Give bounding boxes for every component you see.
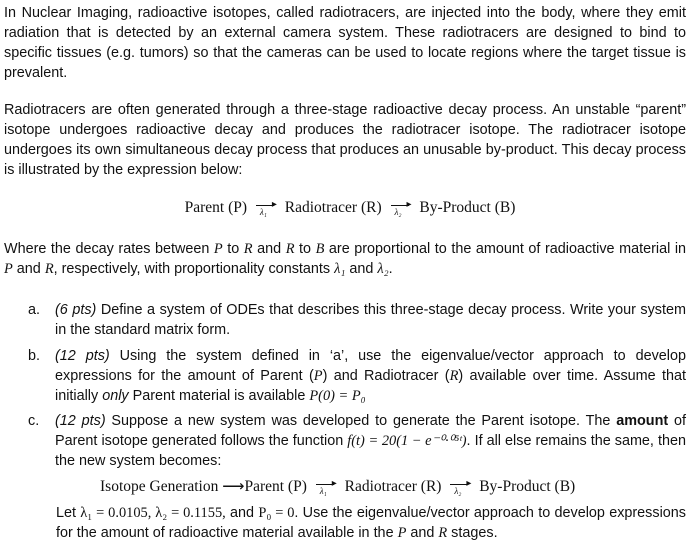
- radiotracer-label: Radiotracer (R): [284, 199, 382, 216]
- math-R: R: [243, 241, 253, 257]
- radiotracer-label: Radiotracer (R): [344, 478, 442, 495]
- math-R: R: [438, 525, 448, 541]
- text-run: Define a system of ODEs that describes this three-stage decay process. Write your system in the standard matrix form.: [55, 302, 686, 338]
- math-P: P: [213, 241, 223, 257]
- text-run: Parent material is available: [128, 388, 310, 404]
- text-run: Let: [56, 505, 81, 521]
- emphasis-amount: amount: [616, 413, 669, 429]
- generation-chain-equation: [100, 477, 620, 496]
- decay-rate-paragraph: [4, 239, 686, 279]
- question-marker: a.: [28, 302, 41, 318]
- math-R: R: [285, 241, 295, 257]
- question-marker: c.: [28, 413, 40, 429]
- text-run: are proportional to the amount of radioactive material in: [324, 241, 687, 257]
- math-lambda1: λ₁: [334, 261, 346, 277]
- lambda2-label: λ₂: [394, 207, 402, 218]
- math-R: R: [449, 368, 459, 384]
- lambda1-label: λ₁: [259, 207, 267, 218]
- byproduct-label: By-Product (B): [419, 199, 516, 216]
- math-lambda2: λ₂: [377, 261, 389, 277]
- text-run: .: [388, 261, 393, 277]
- text-run: . Use the eigenvalue/vector approach to develop expressions for the amount of radioactive material available in the: [56, 505, 686, 541]
- initial-condition: P(0) = P₀: [309, 388, 366, 404]
- math-P: P: [313, 368, 323, 384]
- question-c: [28, 411, 686, 471]
- text-run: ) available over time. Assume that initially: [55, 368, 686, 404]
- intro-paragraph: In Nuclear Imaging, radioactive isotopes, called radiotracers, are injected into the body, where they emit radiation that is detected by an external camera system. These radiotracers are designed to bind to specific tissues (e.g. tumors) so that the cameras can be used to locate regions where the target tissue is prevalent.: [4, 5, 686, 81]
- text-run: Where the decay rates between: [4, 241, 214, 257]
- decay-arrow-1: ▸ λ₁: [255, 199, 277, 217]
- text-run: to: [222, 241, 244, 257]
- math-P: P: [4, 261, 13, 277]
- decay-arrow-1: ▸ λ₁: [315, 478, 337, 496]
- math-R: R: [44, 261, 54, 277]
- decay-chain-equation: [0, 199, 700, 217]
- decay-description-paragraph: Radiotracers are often generated through a three-stage radioactive decay process. An unstable “parent” isotope undergoes radioactive decay and produces the radiotracer isotope. The radiotracer isotope undergoes its own simultaneous decay process that produces an unusable by-product. This decay process is illustrated by the expression below:: [4, 102, 686, 178]
- question-a: [28, 300, 686, 340]
- text-run: and: [406, 525, 439, 541]
- generation-label: Isotope Generation ⟶Parent (P): [100, 478, 307, 495]
- lambda2-label: λ₂: [454, 486, 462, 497]
- parameter-values: λ₁ = 0.0105, λ₂ = 0.1155,: [80, 505, 226, 521]
- text-run: and: [12, 261, 45, 277]
- points-label: (6 pts): [55, 302, 97, 318]
- question-c-parameters: [56, 503, 686, 543]
- initial-condition: P₀ = 0: [258, 505, 295, 521]
- parent-label: Parent (P): [184, 199, 248, 216]
- math-P: P: [397, 525, 407, 541]
- text-run: and: [345, 261, 378, 277]
- text-run: Suppose a new system was developed to generate the Parent isotope. The: [105, 413, 617, 429]
- decay-arrow-2: ▸ λ₂: [390, 199, 412, 217]
- text-run: ) and Radiotracer (: [322, 368, 450, 384]
- text-run: stages.: [447, 525, 498, 541]
- text-run: , respectively, with proportionality constants: [53, 261, 335, 277]
- question-body: [55, 411, 686, 471]
- lambda1-label: λ₁: [319, 486, 327, 497]
- byproduct-label: By-Product (B): [479, 478, 576, 495]
- points-label: (12 pts): [55, 348, 110, 364]
- question-body: [55, 300, 686, 340]
- text-run: to: [294, 241, 316, 257]
- question-marker: b.: [28, 348, 41, 364]
- text-run: and: [252, 241, 286, 257]
- text-run: Using the system defined in ‘a’, use the eigenvalue/vector approach to develop expressions for the amount of Parent (: [55, 348, 686, 384]
- text-run: and: [225, 505, 259, 521]
- generation-function: f(t) = 20(1 − e⁻⁰·⁰⁵ᵗ): [347, 433, 467, 449]
- question-b: [28, 346, 686, 406]
- decay-arrow-2: ▸ λ₂: [449, 478, 471, 496]
- math-B: B: [315, 241, 325, 257]
- points-label: (12 pts): [55, 413, 106, 429]
- text-run: . If all else remains the same, then the new system becomes:: [55, 433, 686, 469]
- emphasis-only: only: [102, 388, 129, 404]
- text-run: of Parent isotope generated follows the function: [55, 413, 686, 449]
- question-body: [55, 346, 686, 406]
